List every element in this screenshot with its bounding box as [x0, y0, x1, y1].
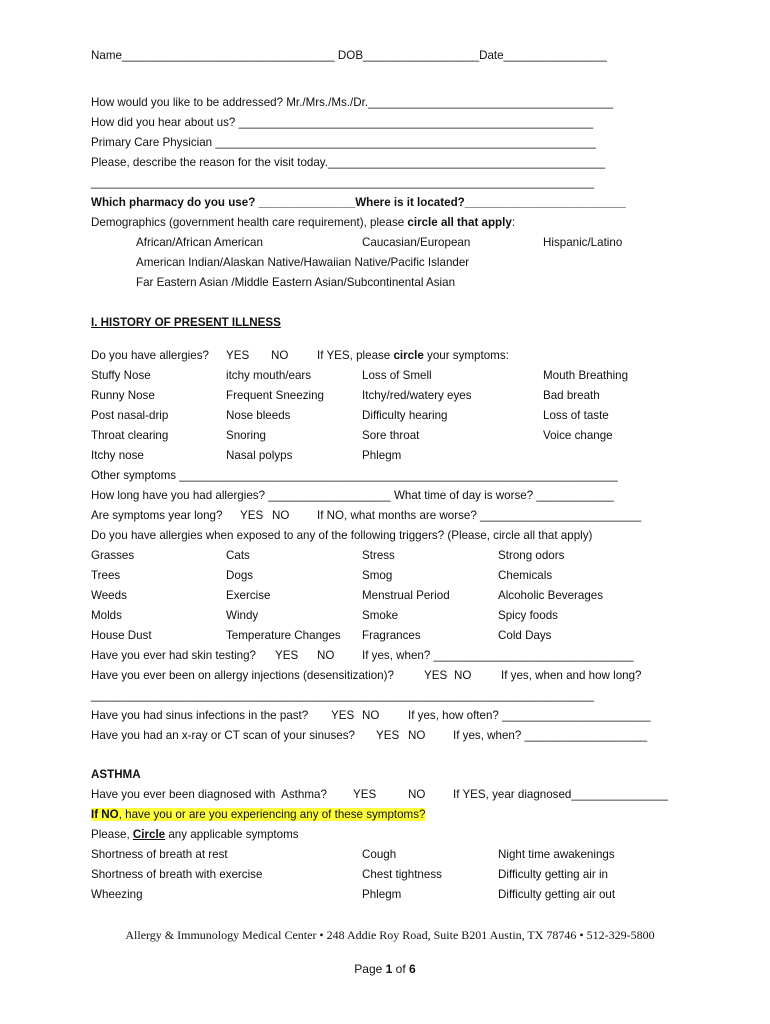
how-long-field[interactable]: How long have you had allergies? ___________________ What time of day is worse? ____________ — [91, 489, 614, 502]
if-yes-suffix: your symptoms: — [423, 349, 509, 362]
allergies-question: Do you have allergies? — [91, 349, 209, 362]
asthma-if-no — [91, 808, 425, 822]
demographics-label — [91, 216, 515, 230]
symptom-option[interactable]: Difficulty hearing — [362, 409, 448, 422]
year-long-no[interactable]: NO — [272, 509, 290, 522]
reason-blank-line[interactable]: ______________________________________________________________________________ — [91, 176, 594, 189]
asthma-symptom-option[interactable]: Chest tightness — [362, 868, 442, 881]
injections-blank-line[interactable]: ______________________________________________________________________________ — [91, 689, 594, 702]
xray-no[interactable]: NO — [408, 729, 426, 742]
symptom-option[interactable]: Nose bleeds — [226, 409, 291, 422]
if-yes-bold: circle — [393, 349, 424, 362]
symptom-option[interactable]: Itchy/red/watery eyes — [362, 389, 472, 402]
applicable-text: any applicable symptoms — [165, 828, 299, 841]
other-symptoms-field[interactable]: Other symptoms ____________________________________________________________________ — [91, 469, 618, 482]
triggers-question: Do you have allergies when exposed to any of the following triggers? (Please, circle all that apply) — [91, 529, 593, 542]
skin-testing-if-yes[interactable]: If yes, when? _______________________________ — [362, 649, 634, 662]
injections-question: Have you ever been on allergy injections (desensitization)? — [91, 669, 394, 682]
xray-if-yes[interactable]: If yes, when? ___________________ — [453, 729, 648, 742]
asthma-diagnosed-question: Have you ever been diagnosed with Asthma? — [91, 788, 327, 801]
if-no-bold: If NO — [91, 808, 119, 821]
allergies-if-yes — [317, 349, 509, 363]
page-number — [0, 962, 770, 976]
demographics-suffix: : — [511, 216, 516, 229]
if-no-highlight — [91, 808, 425, 821]
if-no-rest: , have you or are you experiencing any of these symptoms? — [118, 808, 426, 821]
asthma-symptom-option[interactable]: Difficulty getting air in — [498, 868, 608, 881]
pharmacy-field[interactable]: Which pharmacy do you use? _______________Where is it located?_________________________ — [91, 196, 626, 209]
trigger-option[interactable]: Trees — [91, 569, 121, 582]
demo-option[interactable]: African/African American — [136, 236, 263, 249]
circle-text: Circle — [132, 828, 166, 841]
symptom-option[interactable]: Sore throat — [362, 429, 420, 442]
page-total: 6 — [409, 962, 416, 976]
history-heading: I. HISTORY OF PRESENT ILLNESS — [91, 316, 281, 329]
symptom-option[interactable]: Bad breath — [543, 389, 600, 402]
sinus-yes[interactable]: YES — [331, 709, 355, 722]
demo-option[interactable]: American Indian/Alaskan Native/Hawaiian Native/Pacific Islander — [136, 256, 470, 269]
injections-no[interactable]: NO — [454, 669, 472, 682]
asthma-symptom-option[interactable]: Phlegm — [362, 888, 402, 901]
allergies-no[interactable]: NO — [271, 349, 289, 362]
injections-yes[interactable]: YES — [424, 669, 448, 682]
addressed-field[interactable]: How would you like to be addressed? Mr./Mrs./Ms./Dr.______________________________________ — [91, 96, 614, 109]
year-long-yes[interactable]: YES — [240, 509, 264, 522]
demo-option[interactable]: Far Eastern Asian /Middle Eastern Asian/Subcontinental Asian — [136, 276, 456, 289]
please-text: Please, — [91, 828, 133, 841]
trigger-option[interactable]: Smog — [362, 569, 393, 582]
symptom-option[interactable]: Nasal polyps — [226, 449, 293, 462]
injections-if-yes: If yes, when and how long? — [501, 669, 642, 682]
asthma-symptom-option[interactable]: Wheezing — [91, 888, 143, 901]
trigger-option[interactable]: Smoke — [362, 609, 399, 622]
skin-testing-yes[interactable]: YES — [275, 649, 299, 662]
sinus-if-yes[interactable]: If yes, how often? _______________________ — [408, 709, 651, 722]
symptom-option[interactable]: Loss of taste — [543, 409, 609, 422]
name-dob-date-line[interactable]: Name_________________________________ DOB__________________Date________________ — [91, 49, 607, 62]
asthma-yes[interactable]: YES — [353, 788, 377, 801]
symptom-option[interactable]: Stuffy Nose — [91, 369, 151, 382]
sinus-no[interactable]: NO — [362, 709, 380, 722]
symptom-option[interactable]: Loss of Smell — [362, 369, 432, 382]
trigger-option[interactable]: Stress — [362, 549, 395, 562]
page-current: 1 — [385, 962, 393, 976]
trigger-option[interactable]: Temperature Changes — [226, 629, 341, 642]
asthma-symptom-option[interactable]: Shortness of breath at rest — [91, 848, 228, 861]
reason-field[interactable]: Please, describe the reason for the visit today.___________________________________________ — [91, 156, 606, 169]
trigger-option[interactable]: Cats — [226, 549, 250, 562]
footer-address: Allergy & Immunology Medical Center • 248 Addie Roy Road, Suite B201 Austin, TX 78746 • 512-329-5800 — [125, 928, 655, 942]
trigger-option[interactable]: Alcoholic Beverages — [498, 589, 604, 602]
asthma-symptom-option[interactable]: Cough — [362, 848, 397, 861]
trigger-option[interactable]: Weeds — [91, 589, 127, 602]
skin-testing-no[interactable]: NO — [317, 649, 335, 662]
asthma-no[interactable]: NO — [408, 788, 426, 801]
asthma-circle-instruction — [91, 828, 299, 842]
trigger-option[interactable]: Molds — [91, 609, 122, 622]
symptom-option[interactable]: Frequent Sneezing — [226, 389, 324, 402]
xray-question: Have you had an x-ray or CT scan of your sinuses? — [91, 729, 355, 742]
symptom-option[interactable]: Itchy nose — [91, 449, 144, 462]
skin-testing-question: Have you ever had skin testing? — [91, 649, 256, 662]
asthma-symptom-option[interactable]: Night time awakenings — [498, 848, 615, 861]
trigger-option[interactable]: Exercise — [226, 589, 271, 602]
sinus-question: Have you had sinus infections in the past? — [91, 709, 309, 722]
trigger-option[interactable]: Dogs — [226, 569, 254, 582]
trigger-option[interactable]: Strong odors — [498, 549, 565, 562]
year-long-question: Are symptoms year long? — [91, 509, 223, 522]
symptom-option[interactable]: Snoring — [226, 429, 266, 442]
demographics-prefix: Demographics (government health care requirement), please — [91, 216, 408, 229]
demographics-bold: circle all that apply — [407, 216, 512, 229]
trigger-option[interactable]: Fragrances — [362, 629, 421, 642]
asthma-heading: ASTHMA — [91, 768, 141, 781]
trigger-option[interactable]: Grasses — [91, 549, 135, 562]
trigger-option[interactable]: House Dust — [91, 629, 152, 642]
asthma-symptom-option[interactable]: Difficulty getting air out — [498, 888, 616, 901]
trigger-option[interactable]: Chemicals — [498, 569, 553, 582]
trigger-option[interactable]: Windy — [226, 609, 259, 622]
demo-option[interactable]: Hispanic/Latino — [543, 236, 623, 249]
trigger-option[interactable]: Menstrual Period — [362, 589, 450, 602]
symptom-option[interactable]: Mouth Breathing — [543, 369, 629, 382]
symptom-option[interactable]: Post nasal-drip — [91, 409, 169, 422]
year-long-if-no[interactable]: If NO, what months are worse? _________________________ — [317, 509, 642, 522]
if-yes-prefix: If YES, please — [317, 349, 394, 362]
symptom-option[interactable]: Throat clearing — [91, 429, 169, 442]
page-of: of — [392, 962, 410, 976]
pcp-field[interactable]: Primary Care Physician ___________________________________________________________ — [91, 136, 596, 149]
asthma-if-yes-year[interactable]: If YES, year diagnosed_______________ — [453, 788, 669, 801]
trigger-option[interactable]: Spicy foods — [498, 609, 558, 622]
allergies-yes[interactable]: YES — [226, 349, 250, 362]
asthma-symptom-option[interactable]: Shortness of breath with exercise — [91, 868, 263, 881]
demo-option[interactable]: Caucasian/European — [362, 236, 471, 249]
symptom-option[interactable]: Phlegm — [362, 449, 402, 462]
symptom-option[interactable]: Runny Nose — [91, 389, 155, 402]
hear-about-field[interactable]: How did you hear about us? _______________________________________________________ — [91, 116, 594, 129]
xray-yes[interactable]: YES — [376, 729, 400, 742]
symptom-option[interactable]: Voice change — [543, 429, 613, 442]
symptom-option[interactable]: itchy mouth/ears — [226, 369, 312, 382]
trigger-option[interactable]: Cold Days — [498, 629, 552, 642]
page-prefix: Page — [354, 962, 386, 976]
